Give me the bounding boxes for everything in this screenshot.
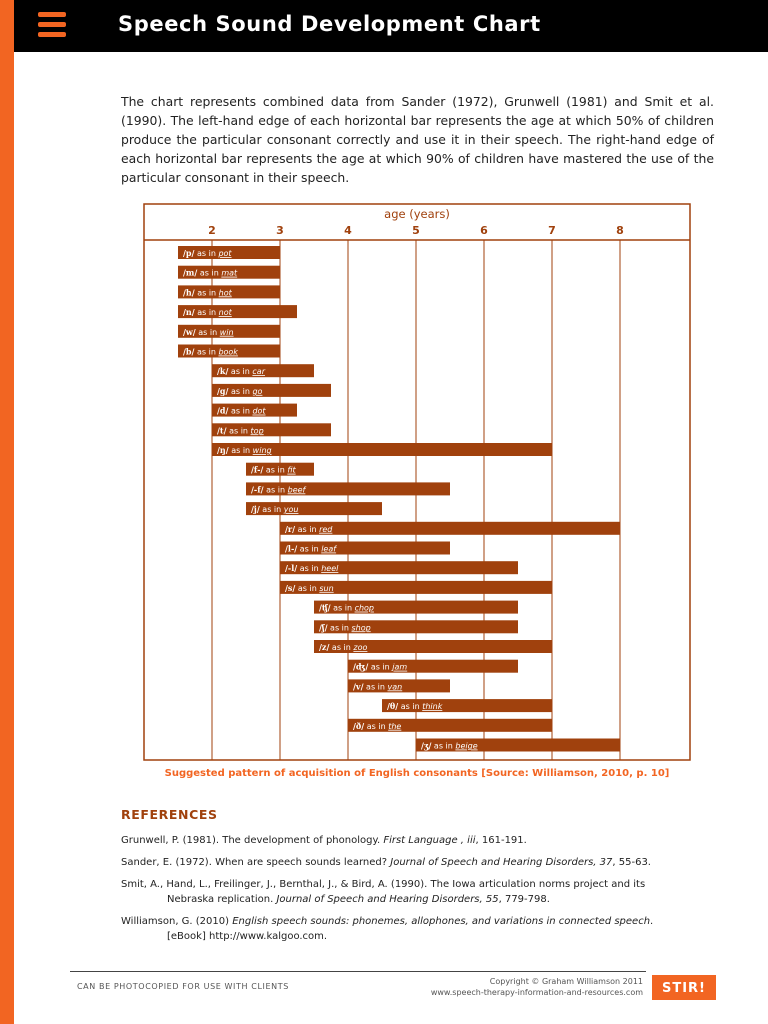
bar-label: /ʤ/ as in jam bbox=[353, 661, 408, 672]
bar-label: /h/ as in hot bbox=[183, 287, 232, 298]
bar-label: /b/ as in book bbox=[183, 346, 238, 357]
bar-label: /ʃ/ as in shop bbox=[319, 622, 371, 633]
footer-divider bbox=[70, 971, 646, 972]
references-list bbox=[121, 833, 681, 951]
bar-label: /v/ as in van bbox=[353, 681, 403, 692]
reference-item: Williamson, G. (2010) English speech sounds: phonemes, allophones, and variations in connected speech. [eBook] http://www.kalgoo.com. bbox=[121, 916, 654, 942]
x-tick-label: 6 bbox=[480, 224, 488, 237]
bar-label: /-f/ as in beef bbox=[251, 484, 306, 495]
reference-item: Smit, A., Hand, L., Freilinger, J., Bernthal, J., & Bird, A. (1990). The Iowa articulation norms project and its Nebraska replication. Journal of Speech and Hearing Disorders, 55, 779-798. bbox=[121, 879, 646, 905]
x-tick-label: 4 bbox=[344, 224, 352, 237]
reference-item: Sander, E. (1972). When are speech sounds learned? Journal of Speech and Hearing Disorders, 37, 55-63. bbox=[121, 857, 651, 868]
website-link[interactable]: www.speech-therapy-information-and-resources.com bbox=[430, 988, 643, 997]
bar-label: /s/ as in sun bbox=[285, 582, 334, 593]
references-heading: REFERENCES bbox=[121, 807, 218, 822]
x-tick-label: 2 bbox=[208, 224, 216, 237]
x-tick-label: 5 bbox=[412, 224, 420, 237]
x-tick-label: 8 bbox=[616, 224, 624, 237]
bar-label: /r/ as in red bbox=[285, 523, 333, 534]
x-tick-label: 7 bbox=[548, 224, 556, 237]
bar-label: /ð/ as in the bbox=[353, 720, 402, 731]
bar-label: /w/ as in win bbox=[183, 326, 234, 337]
bar-label: /l-/ as in leaf bbox=[285, 543, 337, 554]
x-tick-label: 3 bbox=[276, 224, 284, 237]
copyright-text: Copyright © Graham Williamson 2011 bbox=[489, 977, 643, 986]
bar-label: /n/ as in not bbox=[183, 307, 232, 318]
bar-label: /ʒ/ as in beige bbox=[421, 740, 478, 751]
bar-label: /θ/ as in think bbox=[387, 701, 443, 712]
x-axis-label: age (years) bbox=[384, 207, 450, 221]
bar-label: /t/ as in top bbox=[217, 425, 264, 436]
bar-label: /ŋ/ as in wing bbox=[217, 445, 272, 455]
bar-label: /m/ as in mat bbox=[183, 267, 238, 278]
bar-label: /g/ as in go bbox=[217, 385, 263, 396]
page-title: Speech Sound Development Chart bbox=[118, 12, 541, 36]
bar-label: /d/ as in dot bbox=[217, 405, 266, 416]
bar-label: /-l/ as in heel bbox=[285, 563, 339, 574]
reference-item: Grunwell, P. (1981). The development of phonology. First Language , iii, 161-191. bbox=[121, 835, 527, 846]
bar-label: /p/ as in pot bbox=[183, 248, 232, 258]
bar-label: /f-/ as in fit bbox=[251, 464, 296, 475]
bar-label: /ʧ/ as in chop bbox=[319, 602, 375, 613]
chart-caption: Suggested pattern of acquisition of English consonants [Source: Williamson, 2010, p. 10] bbox=[164, 768, 670, 779]
bar-label: /j/ as in you bbox=[251, 504, 299, 515]
footer-note: CAN BE PHOTOCOPIED FOR USE WITH CLIENTS bbox=[77, 982, 289, 991]
intro-paragraph: The chart represents combined data from Sander (1972), Grunwell (1981) and Smit et al. (1990). The left-hand edge of each horizontal bar represents the age at which 50% of children produce the particular consonant correctly and use it in their speech. The right-hand edge of each horizontal bar represents the age at which 90% of children have mastered the use of the particular consonant in their speech. bbox=[121, 94, 714, 185]
bar-label: /z/ as in zoo bbox=[319, 642, 368, 652]
footer-credits bbox=[400, 976, 643, 998]
bar-label: /k/ as in car bbox=[217, 366, 265, 377]
stir-badge: STIR! bbox=[652, 975, 716, 1000]
